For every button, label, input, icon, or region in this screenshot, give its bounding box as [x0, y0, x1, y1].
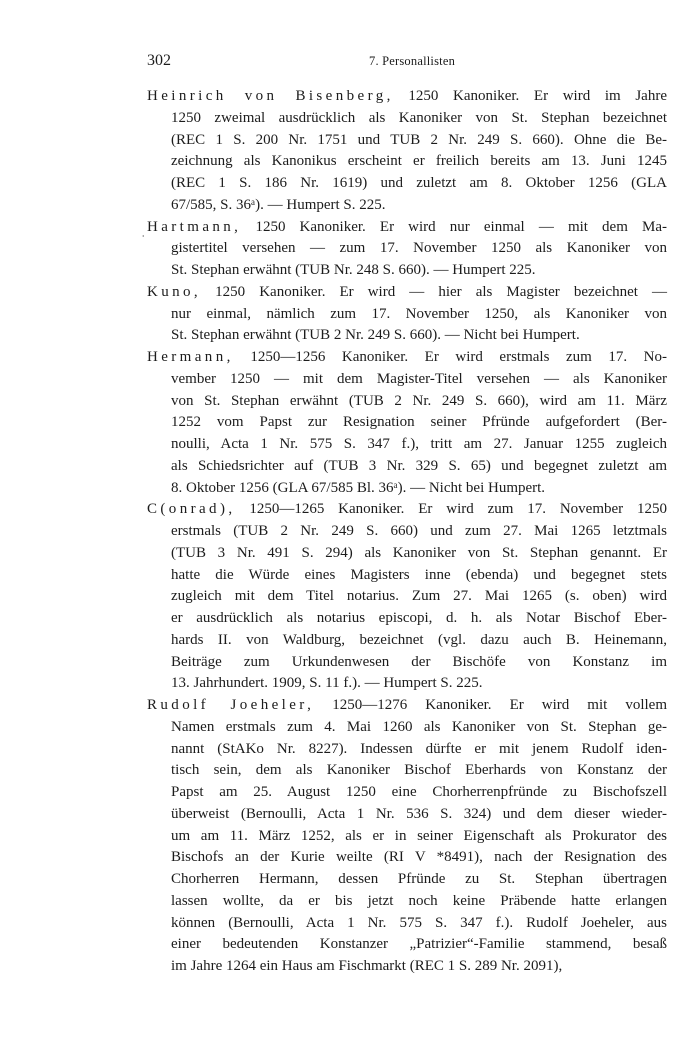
entry-line: Bischofs an der Kurie weilte (RI V *8491), nach der Resignation des	[171, 849, 667, 866]
entry-line: hards II. von Waldburg, bezeichnet (vgl. dazu auch B. Heinemann,	[171, 631, 667, 648]
entry-line: 8. Oktober 1256 (GLA 67/585 Bl. 36ᵃ). — Nicht bei Humpert.	[171, 479, 546, 496]
person-name: Hermann,	[147, 349, 234, 365]
entry-first-line: Hermann, 1250—1256 Kanoniker. Er wird erstmals zum 17. No-	[147, 349, 667, 365]
entry-line: St. Stephan erwähnt (TUB Nr. 248 S. 660). — Humpert 225.	[171, 262, 536, 278]
entry-line: nannt (StAKo Nr. 8227). Indessen dürfte er mit jenem Rudolf iden-	[171, 740, 667, 757]
entry-line: überweist (Bernoulli, Acta 1 Nr. 536 S. 324) und dem dieser wieder-	[171, 805, 667, 822]
entry-line: 1252 vom Papst zur Resignation seiner Pfründe aufgefordert (Ber-	[171, 414, 667, 431]
entry-line: Beiträge zum Urkundenwesen der Bischöfe von Konstanz im	[171, 653, 667, 670]
entry-first-line: C(onrad), 1250—1265 Kanoniker. Er wird zum 17. November 1250	[147, 501, 667, 518]
entry-line: können (Bernoulli, Acta 1 Nr. 575 S. 347 f.). Rudolf Joeheler, aus	[171, 914, 667, 931]
entry-line: von St. Stephan erwähnt (TUB 2 Nr. 249 S. 660), wird am 11. März	[171, 392, 667, 409]
entry-line: nur einmal, nämlich zum 17. November 1250, als Kanoniker von	[171, 305, 667, 322]
entry-first-line: Rudolf Joeheler, 1250—1276 Kanoniker. Er wird mit vollem	[147, 697, 667, 713]
entry-line: gistertitel versehen — zum 17. November 1250 als Kanoniker von	[171, 240, 667, 257]
entry-first-line: Hartmann, 1250 Kanoniker. Er wird nur einmal — mit dem Ma-	[147, 218, 667, 235]
list-entry	[147, 282, 667, 347]
person-name: Rudolf Joeheler,	[147, 697, 315, 713]
entry-line: 1250 zweimal ausdrücklich als Kanoniker von St. Stephan bezeichnet	[171, 109, 667, 126]
entry-line: er ausdrücklich als notarius episcopi, d. h. als Notar Bischof Eber-	[171, 610, 667, 626]
list-entry	[147, 499, 667, 695]
entry-line: vember 1250 — mit dem Magister-Titel versehen — als Kanoniker	[171, 370, 667, 387]
entry-line: zugleich mit dem Titel notarius. Zum 27. Mai 1265 (s. oben) wird	[171, 588, 667, 605]
entry-line: hatte die Würde eines Magisters inne (ebenda) und begegnet stets	[171, 566, 667, 583]
entry-first-line: Heinrich von Bisenberg, 1250 Kanoniker. Er wird im Jahre	[147, 88, 667, 104]
personnel-list	[141, 86, 667, 978]
person-name: Kuno,	[147, 283, 202, 300]
entry-line: St. Stephan erwähnt (TUB 2 Nr. 249 S. 660). — Nicht bei Humpert.	[171, 327, 580, 344]
entry-line: (TUB 3 Nr. 491 S. 294) als Kanoniker von St. Stephan genannt. Er	[171, 544, 667, 561]
entry-line: zeichnung als Kanonikus erscheint er freilich bereits am 13. Juni 1245	[171, 153, 667, 170]
entry-line: (REC 1 S. 200 Nr. 1751 und TUB 2 Nr. 249 S. 660). Ohne die Be-	[171, 131, 667, 148]
list-entry	[147, 86, 667, 217]
entry-line: noulli, Acta 1 Nr. 575 S. 347 f.), tritt am 27. Januar 1255 zugleich	[171, 436, 667, 452]
entry-line: 67/585, S. 36ᵃ). — Humpert S. 225.	[171, 196, 386, 213]
person-name: C(onrad),	[147, 501, 236, 518]
entry-line: erstmals (TUB 2 Nr. 249 S. 660) und zum 27. Mai 1265 letztmals	[171, 523, 667, 539]
page-header	[147, 52, 667, 74]
entry-line: 13. Jahrhundert. 1909, S. 11 f.). — Humpert S. 225.	[171, 675, 483, 692]
entry-line: als Schiedsrichter auf (TUB 3 Nr. 329 S. 65) und begegnet zuletzt am	[171, 457, 667, 474]
entry-line: lassen wollte, da er bis jetzt noch keine Präbende hatte erlangen	[171, 892, 667, 909]
entry-line: Chorherren Hermann, dessen Pfründe zu St. Stephan übertragen	[171, 871, 667, 887]
list-entry	[147, 695, 667, 978]
person-name: Hartmann,	[147, 218, 242, 235]
list-entry	[147, 347, 667, 499]
entry-line: tisch sein, dem als Kanoniker Bischof Eberhards von Konstanz der	[171, 762, 667, 779]
entry-line: (REC 1 S. 186 Nr. 1619) und zuletzt am 8. Oktober 1256 (GLA	[171, 175, 667, 191]
entry-line: Papst am 25. August 1250 eine Chorherrenpfründe zu Bischofszell	[171, 784, 667, 800]
margin-mark: ˌ	[141, 221, 146, 237]
running-head: 7. Personallisten	[369, 54, 456, 68]
list-entry	[141, 217, 667, 282]
entry-line: einer bedeutenden Konstanzer „Patrizier“-Familie stammend, besaß	[171, 936, 667, 953]
entry-line: um am 11. März 1252, als er in seiner Eigenschaft als Prokurator des	[171, 827, 667, 844]
person-name: Heinrich von Bisenberg,	[147, 88, 394, 104]
entry-line: Namen erstmals zum 4. Mai 1260 als Kanoniker von St. Stephan ge-	[171, 718, 667, 735]
entry-first-line: Kuno, 1250 Kanoniker. Er wird — hier als Magister bezeichnet —	[147, 283, 667, 300]
entry-line: im Jahre 1264 ein Haus am Fischmarkt (REC 1 S. 289 Nr. 2091),	[171, 958, 563, 974]
page-number: 302	[147, 52, 171, 69]
